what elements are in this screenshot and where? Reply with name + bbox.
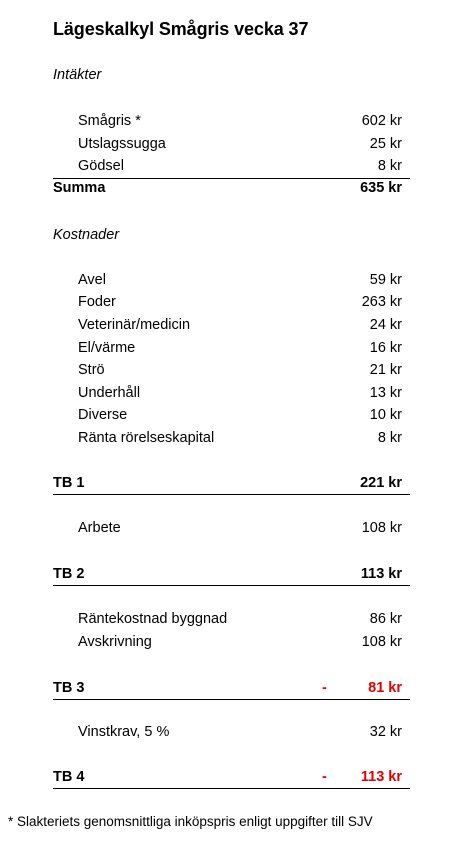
tb1-rule — [53, 494, 410, 495]
tb4-value: 113 kr — [360, 769, 402, 785]
cost-label-avel: Avel — [78, 272, 106, 288]
tb3-minus-sign: - — [322, 680, 327, 696]
tb3-rule — [53, 699, 410, 700]
tb2-rule — [53, 585, 410, 586]
income-label-godsel: Gödsel — [78, 158, 124, 174]
depreciation-label: Avskrivning — [78, 634, 152, 650]
labor-value: 108 kr — [361, 520, 402, 536]
cost-value-stro: 21 kr — [369, 362, 402, 378]
sum-rule — [53, 178, 410, 179]
sum-value: 635 kr — [360, 180, 402, 196]
income-value-godsel: 8 kr — [377, 158, 402, 174]
tb3-label: TB 3 — [53, 680, 85, 696]
tb4-label: TB 4 — [53, 769, 85, 785]
tb3-value: 81 kr — [368, 680, 402, 696]
cost-label-underhall: Underhåll — [78, 385, 141, 401]
cost-value-el-varme: 16 kr — [369, 340, 402, 356]
sum-label: Summa — [53, 180, 106, 196]
income-label-utslagssugga: Utslagssugga — [78, 136, 166, 152]
building-interest-value: 86 kr — [369, 611, 402, 627]
tb1-label: TB 1 — [53, 475, 85, 491]
cost-value-avel: 59 kr — [369, 272, 402, 288]
cost-value-underhall: 13 kr — [369, 385, 402, 401]
cost-label-foder: Foder — [78, 294, 116, 310]
cost-label-stro: Strö — [78, 362, 105, 378]
cost-value-veterinar: 24 kr — [369, 317, 402, 333]
depreciation-value: 108 kr — [361, 634, 402, 650]
tb2-label: TB 2 — [53, 566, 85, 582]
cost-label-el-varme: El/värme — [78, 340, 136, 356]
tb2-value: 113 kr — [360, 566, 402, 582]
tb4-minus-sign: - — [322, 769, 327, 785]
tb1-value: 221 kr — [360, 475, 402, 491]
cost-value-diverse: 10 kr — [369, 407, 402, 423]
cost-value-foder: 263 kr — [361, 294, 402, 310]
tb4-rule — [53, 788, 410, 789]
cost-label-ranta: Ränta rörelseskapital — [78, 430, 215, 446]
cost-label-veterinar: Veterinär/medicin — [78, 317, 191, 333]
building-interest-label: Räntekostnad byggnad — [78, 611, 228, 627]
page-title: Lägeskalkyl Smågris vecka 37 — [53, 19, 309, 39]
profit-requirement-label: Vinstkrav, 5 % — [78, 724, 170, 740]
footnote: * Slakteriets genomsnittliga inköpspris enligt uppgifter till SJV — [8, 814, 373, 829]
profit-requirement-value: 32 kr — [369, 724, 402, 740]
cost-label-diverse: Diverse — [78, 407, 128, 423]
labor-label: Arbete — [78, 520, 121, 536]
income-value-utslagssugga: 25 kr — [369, 136, 402, 152]
income-heading: Intäkter — [53, 67, 102, 83]
income-value-smagris: 602 kr — [361, 113, 402, 129]
income-label-smagris: Smågris * — [78, 113, 141, 129]
costs-heading: Kostnader — [53, 227, 120, 243]
cost-value-ranta: 8 kr — [377, 430, 402, 446]
